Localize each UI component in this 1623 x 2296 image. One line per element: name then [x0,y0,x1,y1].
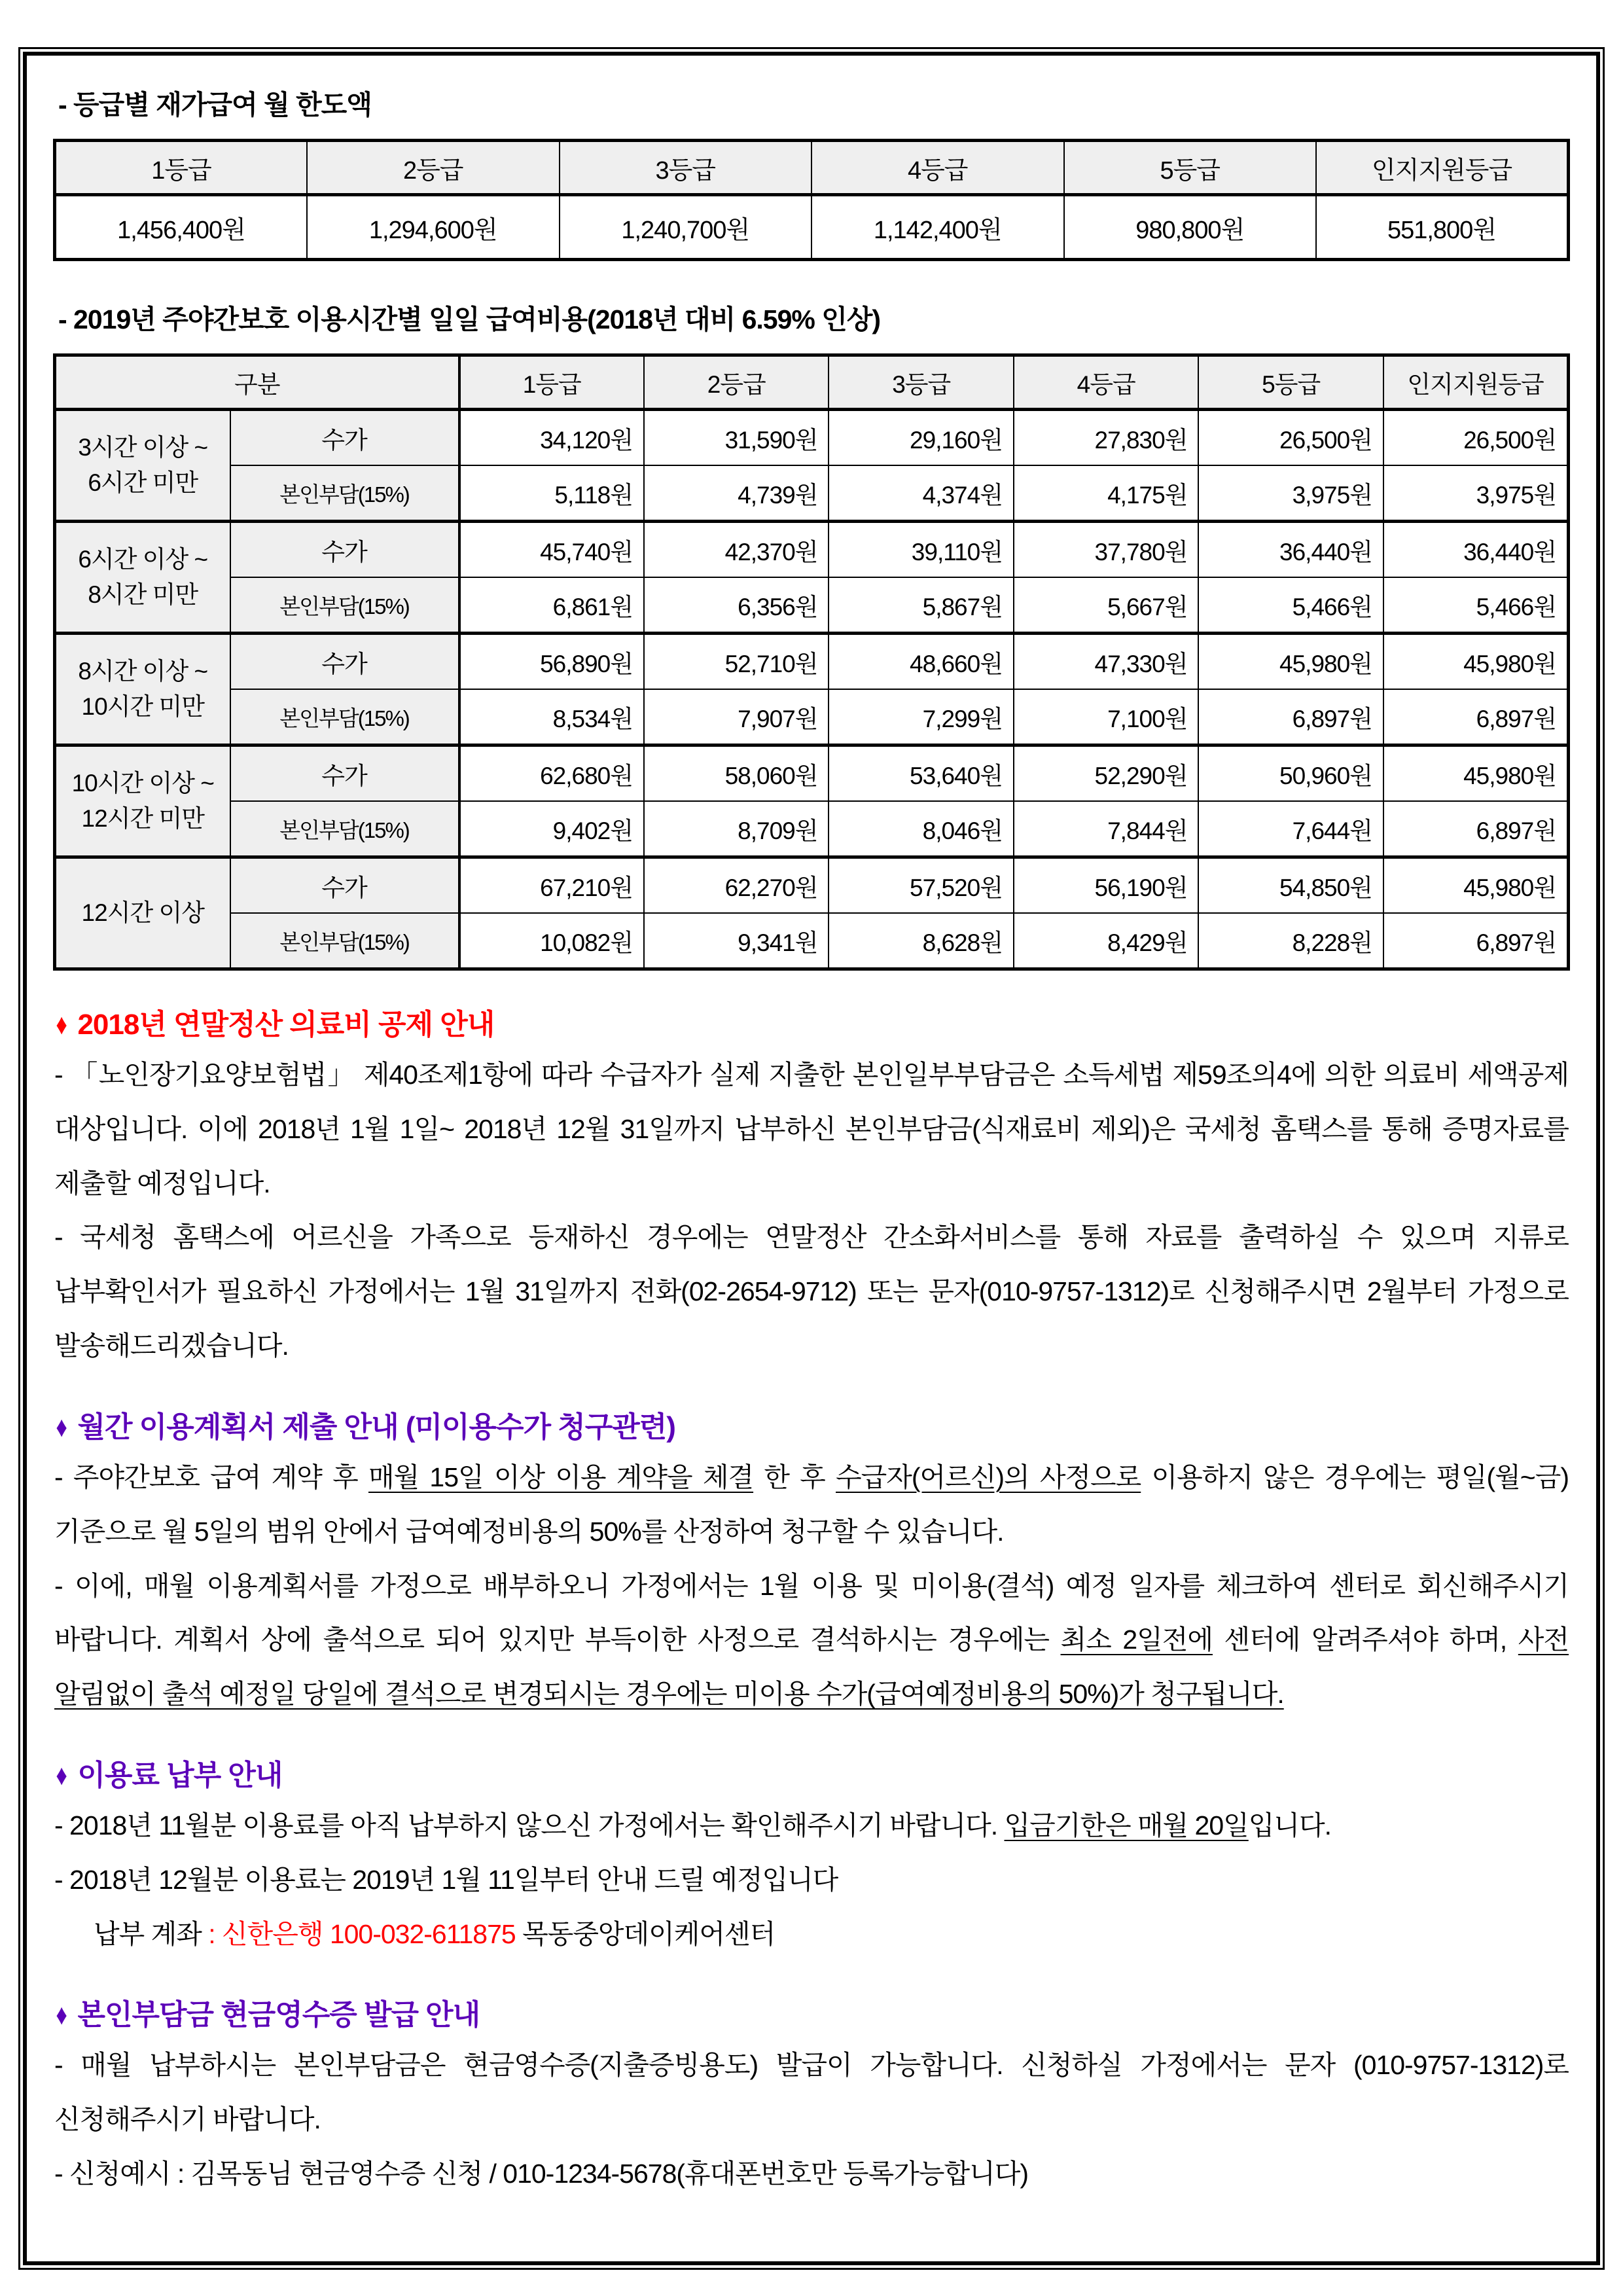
copay-value: 5,118원 [459,465,644,522]
copay-label-cell: 본인부담(15%) [230,689,459,745]
text-run: - 2018년 11월분 이용료를 아직 납부하지 않으신 가정에서는 확인해주시기 바랍니다. [54,1810,1005,1840]
rate-value: 53,640원 [829,745,1013,802]
rate-value: 31,590원 [644,410,829,466]
section-heading-text: 본인부담금 현금영수증 발급 안내 [77,1999,480,2032]
rate-value: 36,440원 [1198,522,1383,578]
fee-rate-row [55,410,1569,466]
grade-limit-value: 551,800원 [1316,195,1569,260]
underlined-text: 입금기한은 매월 20일 [1004,1810,1249,1840]
rate-value: 54,850원 [1198,857,1383,914]
rate-value: 52,710원 [644,634,829,690]
time-range-line2: 12시간 미만 [81,805,204,832]
grade-limit-title: - 등급별 재가급여 월 한도액 [58,90,372,120]
rate-value: 27,830원 [1014,410,1198,466]
fee-rate-row [55,522,1569,578]
time-range-line1: 12시간 이상 [81,899,204,927]
copay-value: 6,897원 [1383,801,1569,857]
rate-value: 57,520원 [829,857,1013,914]
fee-rate-row [55,634,1569,690]
fee-rate-row [55,745,1569,802]
rate-value: 48,660원 [829,634,1013,690]
grade-header-cell: 3등급 [560,141,812,195]
time-range-cell [55,745,230,857]
grade-limit-value: 1,294,600원 [307,195,560,260]
fee-copay-row [55,689,1569,745]
text-run: 한 후 [753,1462,836,1492]
rate-value: 50,960원 [1198,745,1383,802]
copay-value: 8,228원 [1198,913,1383,969]
underlined-text: 수급자(어르신)의 사정으로 [836,1462,1141,1492]
grade-header-cell: 3등급 [829,355,1013,410]
grade-header-cell: 1등급 [459,355,644,410]
fee-rate-row [55,857,1569,914]
time-range-line1: 10시간 이상 ~ [71,770,214,797]
medical-paragraph-2: - 국세청 홈택스에 어르신을 가족으로 등재하신 경우에는 연말정산 간소화서비스를 통해 자료를 출력하실 수 있으며 지류로 납부확인서가 필요하신 가정에서는 1월 31일까지 전화(02-2654-9712) 또는 문자(010-9757-1312)로 신청해주시면 2월부터 가정으로 발송해드리겠습니다. [54,1222,1569,1361]
daily-fee-table [53,353,1570,971]
copay-label-cell: 본인부담(15%) [230,577,459,634]
copay-value: 3,975원 [1383,465,1569,522]
time-range-line1: 8시간 이상 ~ [78,658,208,685]
rate-value: 62,270원 [644,857,829,914]
rate-value: 52,290원 [1014,745,1198,802]
copay-value: 6,897원 [1383,689,1569,745]
rate-value: 45,980원 [1383,745,1569,802]
copay-value: 7,299원 [829,689,1013,745]
section-heading-medical [54,1001,1570,1043]
text-run: 이용하지 않은 경우에는 평일(월~금) 기준으로 월 5일의 범위 안에서 급여예정비용의 50%를 산정하여 청구할 수 있습니다. [54,1462,1569,1547]
grade-header-cell: 1등급 [55,141,308,195]
copay-value: 4,374원 [829,465,1013,522]
copay-label-cell: 본인부담(15%) [230,913,459,969]
time-range-cell [55,634,230,745]
copay-value: 7,100원 [1014,689,1198,745]
section-heading-plan [54,1403,1570,1445]
daily-fee-title: - 2019년 주야간보호 이용시간별 일일 급여비용(2018년 대비 6.59% 인상) [58,304,881,334]
copay-value: 7,844원 [1014,801,1198,857]
rate-value: 67,210원 [459,857,644,914]
grade-header-cell: 2등급 [307,141,560,195]
grade-limit-value: 980,800원 [1064,195,1317,260]
time-range-line2: 6시간 미만 [88,469,198,496]
time-range-line2: 10시간 미만 [81,693,204,720]
copay-value: 5,867원 [829,577,1013,634]
text-run: 납부 계좌 [94,1918,202,1949]
grade-header-cell: 인지지원등급 [1383,355,1569,410]
daily-fee-header-row [55,355,1569,410]
rate-value: 45,980원 [1383,634,1569,690]
grade-limit-value-row [55,195,1569,260]
grade-limit-value: 1,240,700원 [560,195,812,260]
diamond-icon: ♦ [56,1759,67,1791]
grade-limit-table [53,139,1570,261]
copay-value: 5,466원 [1383,577,1569,634]
copay-value: 7,644원 [1198,801,1383,857]
rate-value: 26,500원 [1383,410,1569,466]
plan-paragraph-1 [54,1450,1569,1559]
diamond-icon: ♦ [56,1009,67,1041]
grade-limit-value: 1,456,400원 [55,195,308,260]
copay-value: 9,402원 [459,801,644,857]
copay-value: 8,046원 [829,801,1013,857]
rate-label-cell: 수가 [230,522,459,578]
text-run: - 주야간보호 급여 계약 후 [54,1462,368,1492]
grade-header-cell: 5등급 [1198,355,1383,410]
rate-value: 26,500원 [1198,410,1383,466]
section-heading-receipt [54,1991,1570,2033]
time-range-cell [55,410,230,522]
time-range-cell [55,522,230,634]
underlined-text: 사전 알림없이 출석 예정일 당일에 결석으로 변경되시는 경우에는 미이용 수가(급여예정비용의 50%)가 청구됩니다. [54,1624,1569,1710]
underlined-text: 최소 2일전에 [1060,1624,1213,1655]
copay-value: 4,175원 [1014,465,1198,522]
document-inner-border [23,52,1600,2265]
text-run: - 이에, 매월 이용계획서를 가정으로 배부하오니 가정에서는 1월 이용 및 미이용(결석) 예정 일자를 체크하여 센터로 회신해주시기 바랍니다. 계획서 상에 출석으로 되어 있지만 부득이한 사정으로 결석하시는 경우에는 [54,1570,1569,1655]
copay-value: 8,429원 [1014,913,1198,969]
grade-header-cell: 4등급 [812,141,1064,195]
time-range-line1: 3시간 이상 ~ [78,434,208,461]
receipt-paragraph-1: - 매월 납부하시는 본인부담금은 현금영수증(지출증빙용도) 발급이 가능합니다. 신청하실 가정에서는 문자 (010-9757-1312)로 신청해주시기 바랍니다. [54,2050,1569,2135]
rate-value: 56,190원 [1014,857,1198,914]
section-monthly-plan [53,1403,1570,1721]
payment-account-line [54,1907,1569,1962]
fee-copay-row [55,577,1569,634]
copay-label-cell: 본인부담(15%) [230,465,459,522]
rate-value: 62,680원 [459,745,644,802]
copay-value: 7,907원 [644,689,829,745]
category-header-cell: 구분 [55,355,459,410]
copay-value: 9,341원 [644,913,829,969]
section-fee-payment [53,1751,1570,1961]
section-heading-text: 이용료 납부 안내 [77,1759,283,1791]
copay-value: 8,709원 [644,801,829,857]
rate-value: 58,060원 [644,745,829,802]
copay-value: 5,667원 [1014,577,1198,634]
diamond-icon: ♦ [56,1410,67,1443]
grade-header-cell: 5등급 [1064,141,1317,195]
bank-account-number: : 신한은행 100-032-611875 [201,1918,516,1949]
rate-value: 47,330원 [1014,634,1198,690]
copay-value: 5,466원 [1198,577,1383,634]
fee-copay-row [55,465,1569,522]
section-cash-receipt [53,1991,1570,2200]
copay-value: 3,975원 [1198,465,1383,522]
copay-value: 6,897원 [1198,689,1383,745]
plan-paragraph-2 [54,1559,1569,1721]
copay-value: 8,628원 [829,913,1013,969]
grade-limit-header-row [55,141,1569,195]
payment-paragraph-1 [54,1799,1569,1853]
section-medical-deduction [53,1001,1570,1373]
rate-label-cell: 수가 [230,857,459,914]
center-name: 목동중앙데이케어센터 [515,1918,776,1949]
grade-header-cell: 인지지원등급 [1316,141,1569,195]
fee-copay-row [55,801,1569,857]
rate-value: 56,890원 [459,634,644,690]
section-heading-text: 월간 이용계획서 제출 안내 (미이용수가 청구관련) [77,1410,675,1443]
time-range-cell [55,857,230,969]
fee-copay-row [55,913,1569,969]
text-run: 센터에 알려주셔야 하며, [1212,1624,1518,1655]
rate-value: 45,980원 [1198,634,1383,690]
copay-value: 4,739원 [644,465,829,522]
rate-value: 37,780원 [1014,522,1198,578]
copay-value: 10,082원 [459,913,644,969]
rate-value: 45,740원 [459,522,644,578]
rate-value: 36,440원 [1383,522,1569,578]
rate-value: 45,980원 [1383,857,1569,914]
section-heading-payment [54,1751,1570,1793]
receipt-paragraph-2: - 신청예시 : 김목동님 현금영수증 신청 / 010-1234-5678(휴대폰번호만 등록가능합니다) [54,2159,1028,2189]
grade-header-cell: 2등급 [644,355,829,410]
copay-value: 6,356원 [644,577,829,634]
grade-header-cell: 4등급 [1014,355,1198,410]
rate-label-cell: 수가 [230,410,459,466]
underlined-text: 매월 15일 이상 이용 계약을 체결 [368,1462,754,1492]
copay-label-cell: 본인부담(15%) [230,801,459,857]
grade-limit-value: 1,142,400원 [812,195,1064,260]
medical-paragraph-1: - 「노인장기요양보험법」 제40조제1항에 따라 수급자가 실제 지출한 본인일부부담금은 소득세법 제59조의4에 의한 의료비 세액공제 대상입니다. 이에 2018년 1월 1일~ 2018년 12월 31일까지 납부하신 본인부담금(식재료비 제외)은 국세청 홈택스를 통해 증명자료를 제출할 예정입니다. [54,1060,1569,1198]
rate-value: 42,370원 [644,522,829,578]
rate-value: 39,110원 [829,522,1013,578]
time-range-line1: 6시간 이상 ~ [78,546,208,573]
payment-paragraph-2: - 2018년 12월분 이용료는 2019년 1월 11일부터 안내 드릴 예정입니다 [54,1864,838,1895]
copay-value: 6,897원 [1383,913,1569,969]
rate-value: 34,120원 [459,410,644,466]
copay-value: 6,861원 [459,577,644,634]
diamond-icon: ♦ [56,1999,67,2032]
rate-value: 29,160원 [829,410,1013,466]
copay-value: 8,534원 [459,689,644,745]
section-heading-text: 2018년 연말정산 의료비 공제 안내 [77,1009,495,1041]
time-range-line2: 8시간 미만 [88,581,198,608]
rate-label-cell: 수가 [230,634,459,690]
rate-label-cell: 수가 [230,745,459,802]
document-outer-border [18,47,1605,2270]
text-run: 입니다. [1248,1810,1331,1840]
